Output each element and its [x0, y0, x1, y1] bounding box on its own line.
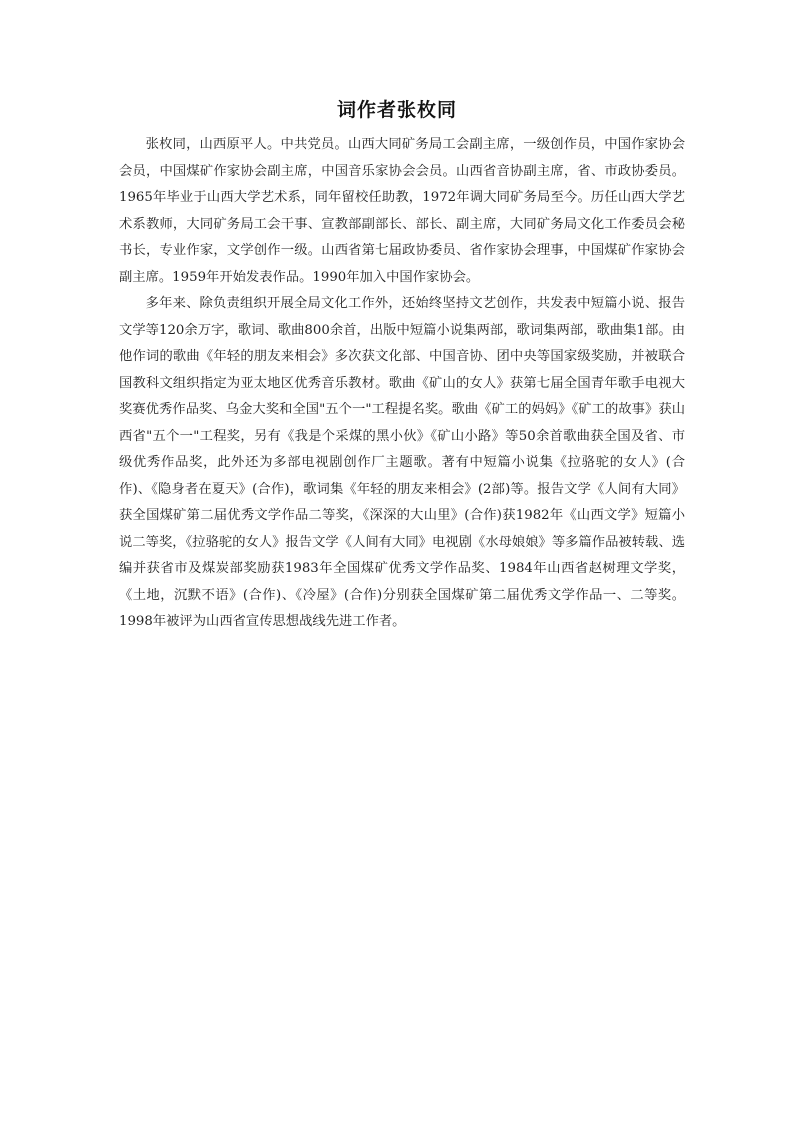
paragraph-works: 多年来、除负责组织开展全局文化工作外，还始终坚持文艺创作，共发表中短篇小说、报告文学等120余万字，歌词、歌曲800余首，出版中短篇小说集两部，歌词集两部，歌曲集1部。由他作词的歌曲《年轻的朋友来相会》多次获文化部、中国音协、团中央等国家级奖励，并被联合国教科文组织指定为亚太地区优秀音乐教材。歌曲《矿山的女人》获第七届全国青年歌手电视大奖赛优秀作品奖、乌金大奖和全国"五个一"工程提名奖。歌曲《矿工的妈妈》《矿工的故事》获山西省"五个一"工程奖，另有《我是个采煤的黑小伙》《矿山小路》等50余首歌曲获全国及省、市级优秀作品奖，此外还为多部电视剧创作厂主题歌。著有中短篇小说集《拉骆驼的女人》(合作)、《隐身者在夏天》(合作)，歌词集《年轻的朋友来相会》(2部)等。报告文学《人间有大同》获全国煤矿第二届优秀文学作品二等奖，《深深的大山里》(合作)获1982年《山西文学》短篇小说二等奖，《拉骆驼的女人》报告文学《人间有大同》电视剧《水母娘娘》等多篇作品被转载、选编并获省市及煤炭部奖励获1983年全国煤矿优秀文学作品奖、1984年山西省赵树理文学奖，《土地，沉默不语》(合作)、《冷屋》(合作)分别获全国煤矿第二届优秀文学作品一、二等奖。1998年被评为山西省宣传思想战线先进工作者。: [119, 296, 685, 629]
document-body: [119, 132, 685, 636]
page-title: 词作者张枚同: [336, 99, 457, 121]
paragraph-biography: 张枚同，山西原平人。中共党员。山西大同矿务局工会副主席，一级创作员，中国作家协会会员，中国煤矿作家协会副主席，中国音乐家协会会员。山西省音协副主席，省、市政协委员。1965年毕业于山西大学艺术系，同年留校任助教，1972年调大同矿务局至今。历任山西大学艺术系教师，大同矿务局工会干事、宣教部副部长、部长、副主席，大同矿务局文化工作委员会秘书长，专业作家，文学创作一级。山西省第七届政协委员、省作家协会理事，中国煤矿作家协会副主席。1959年开始发表作品。1990年加入中国作家协会。: [119, 137, 685, 285]
